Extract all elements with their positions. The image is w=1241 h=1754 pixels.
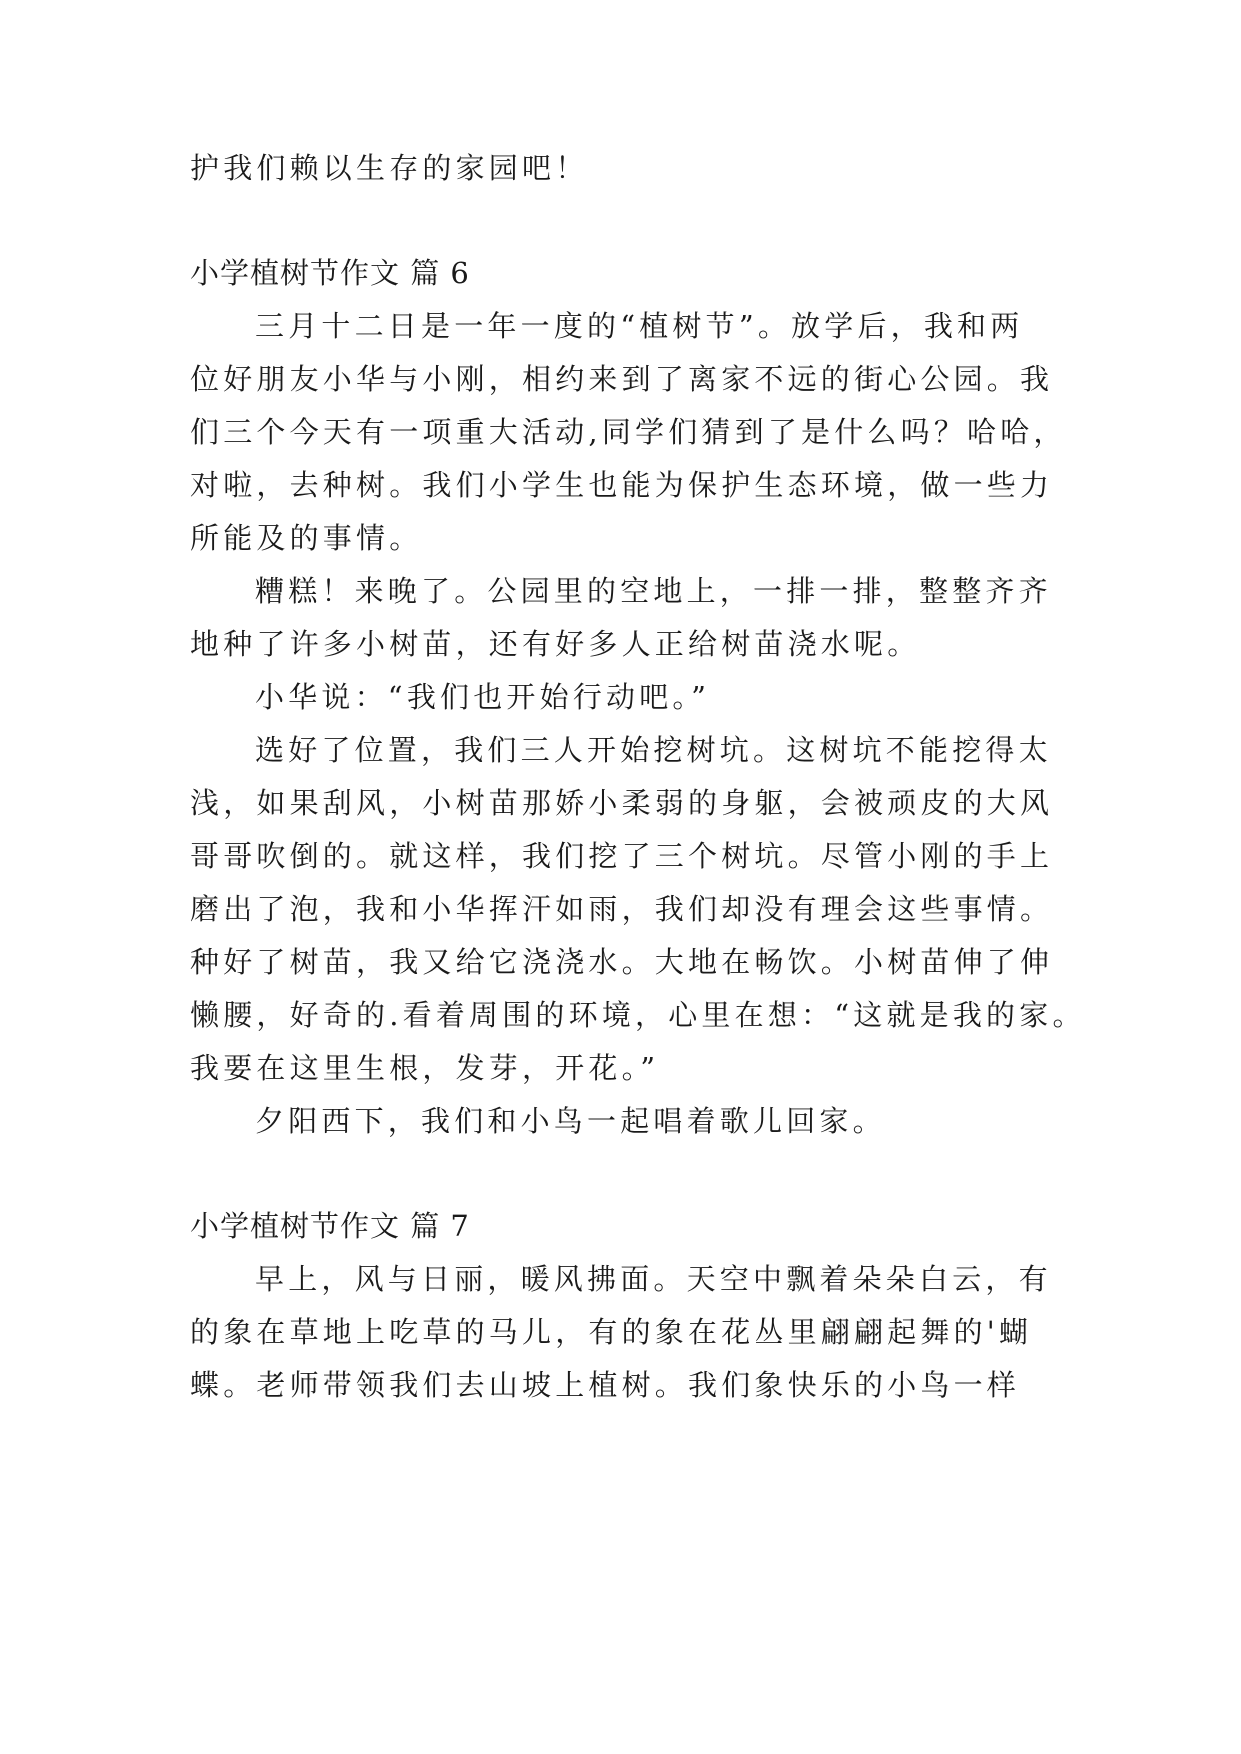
paragraph-line: 夕阳西下，我们和小鸟一起唱着歌儿回家。 <box>255 1104 886 1138</box>
section-6-heading: 小学植树节作文 篇 6 <box>190 256 470 290</box>
paragraph-line: 位好朋友小华与小刚，相约来到了离家不远的街心公园。我 <box>190 362 1054 396</box>
intro-tail-line: 护我们赖以生存的家园吧！ <box>190 151 589 185</box>
paragraph-line: 蝶。老师带领我们去山坡上植树。我们象快乐的小鸟一样 <box>190 1368 1021 1402</box>
section-7-heading: 小学植树节作文 篇 7 <box>190 1209 470 1243</box>
paragraph-line: 早上，风与日丽，暖风拂面。天空中飘着朵朵白云，有 <box>255 1262 1052 1296</box>
paragraph-line: 三月十二日是一年一度的“植树节”。放学后，我和两 <box>255 309 1024 343</box>
paragraph-line: 所能及的事情。 <box>190 521 423 555</box>
paragraph-line: 哥哥吹倒的。就这样，我们挖了三个树坑。尽管小刚的手上 <box>190 839 1054 873</box>
paragraph-line: 糟糕！来晚了。公园里的空地上，一排一排，整整齐齐 <box>255 574 1052 608</box>
paragraph-line: 地种了许多小树苗，还有好多人正给树苗浇水呢。 <box>190 627 921 661</box>
paragraph-line: 种好了树苗，我又给它浇浇水。大地在畅饮。小树苗伸了伸 <box>190 945 1054 979</box>
paragraph-line: 磨出了泡，我和小华挥汗如雨，我们却没有理会这些事情。 <box>190 892 1054 926</box>
paragraph-line: 小华说：“我们也开始行动吧。” <box>255 680 711 714</box>
paragraph-line: 的象在草地上吃草的马儿，有的象在花丛里翩翩起舞的'蝴 <box>190 1315 1033 1349</box>
paragraph-line: 们三个今天有一项重大活动,同学们猜到了是什么吗？哈哈， <box>190 415 1067 449</box>
paragraph-line: 浅，如果刮风，小树苗那娇小柔弱的身躯，会被顽皮的大风 <box>190 786 1054 820</box>
paragraph-line: 懒腰，好奇的.看着周围的环境，心里在想：“这就是我的家。 <box>190 998 1086 1032</box>
paragraph-line: 选好了位置，我们三人开始挖树坑。这树坑不能挖得太 <box>255 733 1052 767</box>
paragraph-line: 对啦，去种树。我们小学生也能为保护生态环境，做一些力 <box>190 468 1054 502</box>
paragraph-line: 我要在这里生根，发芽，开花。” <box>190 1051 660 1085</box>
